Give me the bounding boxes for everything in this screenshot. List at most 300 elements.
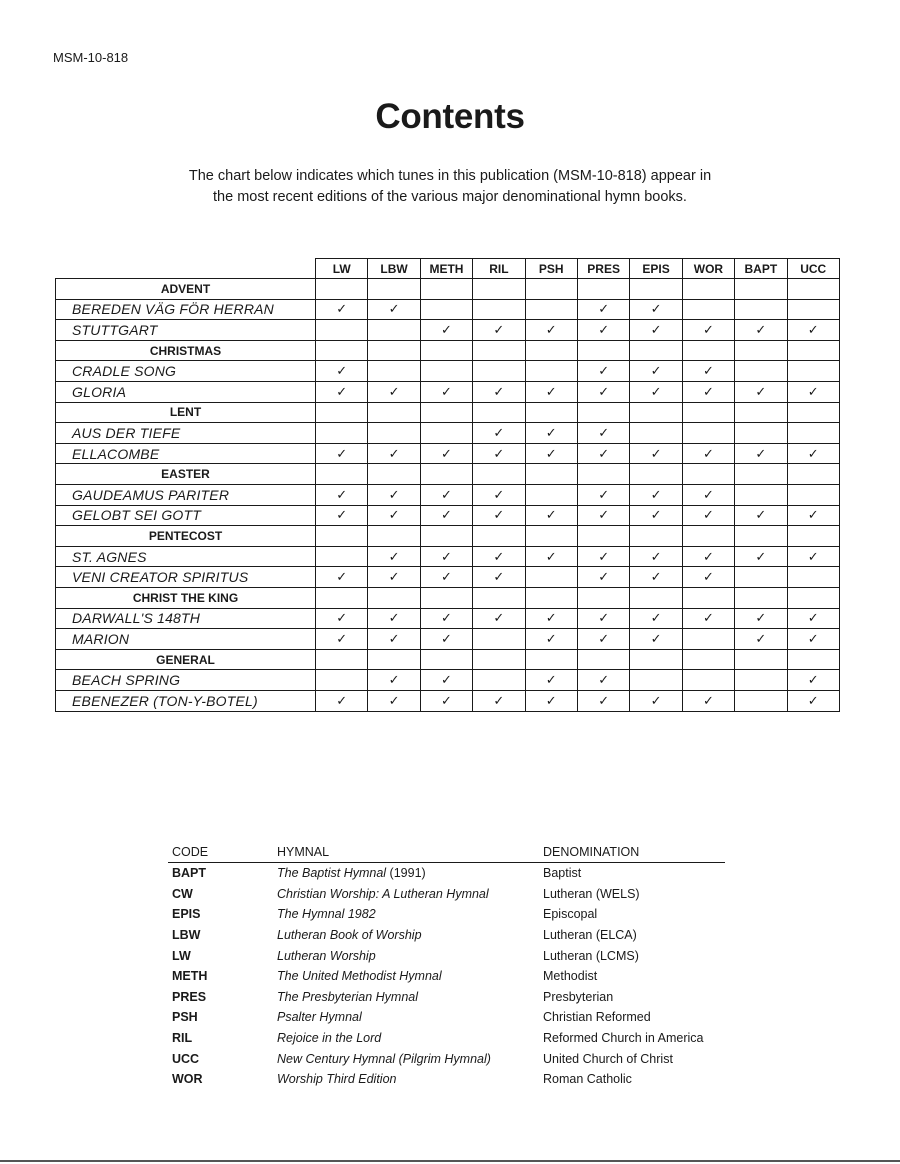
check-mark-icon: ✓	[316, 361, 368, 382]
legend-denomination: Baptist	[543, 866, 582, 881]
legend-hymnal	[273, 884, 539, 905]
check-mark-icon: ✓	[577, 485, 629, 506]
empty-cell	[473, 526, 525, 547]
check-mark-icon: ✓	[787, 320, 839, 341]
legend-code: CW	[172, 886, 193, 901]
check-mark-icon: ✓	[682, 608, 734, 629]
section-label: PENTECOST	[56, 526, 316, 547]
check-mark-icon: ✓	[630, 443, 682, 464]
check-mark-icon: ✓	[525, 546, 577, 567]
empty-cell	[368, 340, 420, 361]
empty-cell	[735, 567, 787, 588]
empty-cell	[525, 464, 577, 485]
tune-name: CRADLE SONG	[56, 361, 316, 382]
legend-hymnal	[273, 1028, 539, 1049]
empty-cell	[682, 279, 734, 300]
legend-row	[168, 1007, 725, 1028]
legend-row	[168, 1048, 725, 1069]
tune-name: BEREDEN VÄG FÖR HERRAN	[56, 299, 316, 320]
empty-cell	[525, 299, 577, 320]
empty-cell	[525, 340, 577, 361]
tune-name: GAUDEAMUS PARITER	[56, 485, 316, 506]
legend-code: PRES	[172, 989, 207, 1004]
legend-row	[168, 1069, 725, 1090]
empty-cell	[316, 279, 368, 300]
chart-column-pres: PRES	[577, 259, 629, 279]
check-mark-icon: ✓	[682, 443, 734, 464]
empty-cell	[787, 464, 839, 485]
empty-cell	[473, 649, 525, 670]
empty-cell	[316, 423, 368, 444]
section-label: LENT	[56, 402, 316, 423]
empty-cell	[735, 526, 787, 547]
empty-cell	[473, 670, 525, 691]
check-mark-icon: ✓	[577, 505, 629, 526]
check-mark-icon: ✓	[368, 299, 420, 320]
empty-cell	[577, 340, 629, 361]
legend-hymnal-year: (1991)	[386, 866, 426, 881]
empty-cell	[420, 526, 472, 547]
chart-column-psh: PSH	[525, 259, 577, 279]
empty-cell	[368, 361, 420, 382]
check-mark-icon: ✓	[368, 443, 420, 464]
section-label: CHRIST THE KING	[56, 588, 316, 609]
tune-row	[56, 299, 840, 320]
check-mark-icon: ✓	[420, 608, 472, 629]
tune-name: GELOBT SEI GOTT	[56, 505, 316, 526]
check-mark-icon: ✓	[682, 361, 734, 382]
empty-cell	[682, 526, 734, 547]
legend-hymnal-title: Rejoice in the Lord	[277, 1031, 382, 1046]
section-label: CHRISTMAS	[56, 340, 316, 361]
empty-cell	[735, 464, 787, 485]
check-mark-icon: ✓	[525, 320, 577, 341]
empty-cell	[473, 299, 525, 320]
empty-cell	[473, 402, 525, 423]
check-mark-icon: ✓	[473, 690, 525, 711]
section-row	[56, 588, 840, 609]
section-label: ADVENT	[56, 279, 316, 300]
legend-code: RIL	[172, 1031, 193, 1046]
empty-cell	[525, 649, 577, 670]
check-mark-icon: ✓	[316, 485, 368, 506]
tune-name: ELLACOMBE	[56, 443, 316, 464]
empty-cell	[420, 423, 472, 444]
check-mark-icon: ✓	[577, 382, 629, 403]
tune-row	[56, 320, 840, 341]
legend-row	[168, 1028, 725, 1049]
page-bottom-rule	[0, 1160, 900, 1162]
check-mark-icon: ✓	[368, 382, 420, 403]
legend-denomination: Presbyterian	[543, 989, 614, 1004]
document-code: MSM-10-818	[53, 50, 129, 65]
check-mark-icon: ✓	[525, 423, 577, 444]
empty-cell	[735, 485, 787, 506]
legend-hymnal	[273, 1007, 539, 1028]
empty-cell	[525, 279, 577, 300]
legend-code: WOR	[172, 1072, 203, 1087]
check-mark-icon: ✓	[420, 567, 472, 588]
check-mark-icon: ✓	[787, 608, 839, 629]
check-mark-icon: ✓	[735, 629, 787, 650]
check-mark-icon: ✓	[630, 546, 682, 567]
empty-cell	[368, 464, 420, 485]
chart-header-row	[56, 259, 840, 279]
check-mark-icon: ✓	[682, 567, 734, 588]
check-mark-icon: ✓	[577, 629, 629, 650]
empty-cell	[316, 464, 368, 485]
empty-cell	[735, 279, 787, 300]
legend-code: UCC	[172, 1051, 200, 1066]
empty-cell	[577, 649, 629, 670]
empty-cell	[473, 464, 525, 485]
empty-cell	[787, 279, 839, 300]
check-mark-icon: ✓	[735, 320, 787, 341]
empty-cell	[682, 670, 734, 691]
empty-cell	[577, 279, 629, 300]
legend-hymnal-title: Christian Worship: A Lutheran Hymnal	[277, 886, 489, 901]
empty-cell	[630, 464, 682, 485]
check-mark-icon: ✓	[368, 505, 420, 526]
check-mark-icon: ✓	[735, 443, 787, 464]
chart-column-epis: EPIS	[630, 259, 682, 279]
chart-column-ucc: UCC	[787, 259, 839, 279]
check-mark-icon: ✓	[525, 690, 577, 711]
empty-cell	[682, 423, 734, 444]
empty-cell	[525, 567, 577, 588]
chart-header-blank	[56, 259, 316, 279]
intro-line-2: the most recent editions of the various major denominational hymn books.	[213, 189, 687, 205]
check-mark-icon: ✓	[316, 505, 368, 526]
legend-denomination: Reformed Church in America	[543, 1031, 704, 1046]
check-mark-icon: ✓	[525, 629, 577, 650]
legend-hymnal	[273, 987, 539, 1008]
empty-cell	[577, 464, 629, 485]
empty-cell	[682, 464, 734, 485]
empty-cell	[682, 588, 734, 609]
empty-cell	[682, 629, 734, 650]
check-mark-icon: ✓	[473, 382, 525, 403]
empty-cell	[577, 526, 629, 547]
section-row	[56, 279, 840, 300]
check-mark-icon: ✓	[682, 505, 734, 526]
check-mark-icon: ✓	[682, 382, 734, 403]
empty-cell	[525, 361, 577, 382]
empty-cell	[577, 588, 629, 609]
tune-row	[56, 670, 840, 691]
check-mark-icon: ✓	[420, 485, 472, 506]
empty-cell	[682, 299, 734, 320]
empty-cell	[787, 340, 839, 361]
check-mark-icon: ✓	[368, 608, 420, 629]
check-mark-icon: ✓	[420, 629, 472, 650]
tune-row	[56, 567, 840, 588]
empty-cell	[420, 464, 472, 485]
empty-cell	[473, 279, 525, 300]
tune-row	[56, 423, 840, 444]
chart-column-ril: RIL	[473, 259, 525, 279]
legend-code: LBW	[172, 928, 201, 943]
empty-cell	[787, 299, 839, 320]
check-mark-icon: ✓	[630, 690, 682, 711]
check-mark-icon: ✓	[787, 629, 839, 650]
check-mark-icon: ✓	[316, 608, 368, 629]
legend-hymnal	[273, 945, 539, 966]
chart-column-meth: METH	[420, 259, 472, 279]
empty-cell	[473, 588, 525, 609]
check-mark-icon: ✓	[577, 361, 629, 382]
check-mark-icon: ✓	[420, 320, 472, 341]
check-mark-icon: ✓	[787, 505, 839, 526]
tune-name: ST. AGNES	[56, 546, 316, 567]
check-mark-icon: ✓	[473, 485, 525, 506]
tune-name: DARWALL'S 148TH	[56, 608, 316, 629]
empty-cell	[735, 588, 787, 609]
hymnal-chart	[55, 258, 840, 712]
legend-hymnal-title: Lutheran Worship	[277, 948, 376, 963]
chart-column-lw: LW	[316, 259, 368, 279]
empty-cell	[420, 402, 472, 423]
legend-row	[168, 987, 725, 1008]
legend-code: BAPT	[172, 866, 207, 881]
empty-cell	[630, 588, 682, 609]
check-mark-icon: ✓	[577, 670, 629, 691]
legend-hymnal	[273, 925, 539, 946]
legend-header-hymnal: HYMNAL	[273, 843, 539, 863]
check-mark-icon: ✓	[473, 443, 525, 464]
check-mark-icon: ✓	[630, 299, 682, 320]
legend-code: METH	[172, 969, 208, 984]
empty-cell	[473, 340, 525, 361]
check-mark-icon: ✓	[420, 690, 472, 711]
tune-name: AUS DER TIEFE	[56, 423, 316, 444]
check-mark-icon: ✓	[787, 546, 839, 567]
section-row	[56, 526, 840, 547]
empty-cell	[735, 340, 787, 361]
empty-cell	[630, 526, 682, 547]
legend-hymnal-title: Psalter Hymnal	[277, 1010, 362, 1025]
empty-cell	[316, 402, 368, 423]
empty-cell	[735, 649, 787, 670]
check-mark-icon: ✓	[787, 670, 839, 691]
check-mark-icon: ✓	[316, 567, 368, 588]
check-mark-icon: ✓	[368, 670, 420, 691]
legend-hymnal	[273, 1069, 539, 1090]
section-row	[56, 402, 840, 423]
tune-row	[56, 608, 840, 629]
section-label: GENERAL	[56, 649, 316, 670]
empty-cell	[316, 340, 368, 361]
check-mark-icon: ✓	[525, 505, 577, 526]
check-mark-icon: ✓	[473, 320, 525, 341]
check-mark-icon: ✓	[630, 382, 682, 403]
empty-cell	[473, 629, 525, 650]
empty-cell	[630, 670, 682, 691]
check-mark-icon: ✓	[368, 485, 420, 506]
empty-cell	[682, 649, 734, 670]
check-mark-icon: ✓	[735, 505, 787, 526]
check-mark-icon: ✓	[630, 505, 682, 526]
empty-cell	[735, 670, 787, 691]
check-mark-icon: ✓	[420, 443, 472, 464]
tune-row	[56, 505, 840, 526]
legend-row	[168, 945, 725, 966]
tune-name: BEACH SPRING	[56, 670, 316, 691]
check-mark-icon: ✓	[630, 320, 682, 341]
legend-row	[168, 884, 725, 905]
empty-cell	[787, 649, 839, 670]
empty-cell	[420, 649, 472, 670]
check-mark-icon: ✓	[577, 443, 629, 464]
check-mark-icon: ✓	[473, 546, 525, 567]
empty-cell	[368, 526, 420, 547]
empty-cell	[316, 546, 368, 567]
chart-column-bapt: BAPT	[735, 259, 787, 279]
legend-code: EPIS	[172, 907, 201, 922]
empty-cell	[368, 423, 420, 444]
page-title: Contents	[375, 97, 525, 136]
empty-cell	[787, 526, 839, 547]
intro-line-1: The chart below indicates which tunes in this publication (MSM-10-818) appear in	[188, 168, 712, 184]
legend-denomination: Methodist	[543, 969, 598, 984]
check-mark-icon: ✓	[525, 670, 577, 691]
empty-cell	[787, 423, 839, 444]
section-row	[56, 464, 840, 485]
empty-cell	[682, 402, 734, 423]
check-mark-icon: ✓	[577, 423, 629, 444]
check-mark-icon: ✓	[682, 690, 734, 711]
empty-cell	[316, 320, 368, 341]
tune-row	[56, 690, 840, 711]
check-mark-icon: ✓	[368, 629, 420, 650]
check-mark-icon: ✓	[473, 608, 525, 629]
check-mark-icon: ✓	[316, 690, 368, 711]
legend-hymnal	[273, 904, 539, 925]
legend-denomination: Christian Reformed	[543, 1010, 651, 1025]
empty-cell	[630, 340, 682, 361]
empty-cell	[368, 320, 420, 341]
empty-cell	[787, 567, 839, 588]
empty-cell	[316, 670, 368, 691]
check-mark-icon: ✓	[630, 485, 682, 506]
section-row	[56, 340, 840, 361]
check-mark-icon: ✓	[525, 443, 577, 464]
check-mark-icon: ✓	[630, 361, 682, 382]
legend-header-row	[168, 843, 725, 863]
chart-column-wor: WOR	[682, 259, 734, 279]
tune-row	[56, 546, 840, 567]
empty-cell	[420, 340, 472, 361]
empty-cell	[368, 279, 420, 300]
empty-cell	[735, 361, 787, 382]
empty-cell	[787, 588, 839, 609]
empty-cell	[630, 649, 682, 670]
check-mark-icon: ✓	[577, 546, 629, 567]
check-mark-icon: ✓	[682, 485, 734, 506]
empty-cell	[735, 402, 787, 423]
empty-cell	[420, 588, 472, 609]
check-mark-icon: ✓	[525, 608, 577, 629]
empty-cell	[420, 279, 472, 300]
check-mark-icon: ✓	[420, 382, 472, 403]
legend-hymnal-title: Lutheran Book of Worship	[277, 928, 422, 943]
empty-cell	[787, 361, 839, 382]
check-mark-icon: ✓	[630, 567, 682, 588]
empty-cell	[525, 588, 577, 609]
empty-cell	[525, 485, 577, 506]
empty-cell	[316, 526, 368, 547]
legend-row	[168, 966, 725, 987]
check-mark-icon: ✓	[368, 546, 420, 567]
tune-row	[56, 629, 840, 650]
check-mark-icon: ✓	[735, 546, 787, 567]
empty-cell	[420, 299, 472, 320]
check-mark-icon: ✓	[316, 299, 368, 320]
tune-name: VENI CREATOR SPIRITUS	[56, 567, 316, 588]
tune-row	[56, 485, 840, 506]
empty-cell	[420, 361, 472, 382]
tune-name: GLORIA	[56, 382, 316, 403]
tune-row	[56, 361, 840, 382]
check-mark-icon: ✓	[473, 423, 525, 444]
tune-row	[56, 443, 840, 464]
empty-cell	[787, 485, 839, 506]
legend-denomination: Lutheran (WELS)	[543, 886, 640, 901]
legend-header-denomination: DENOMINATION	[539, 843, 725, 863]
check-mark-icon: ✓	[368, 567, 420, 588]
check-mark-icon: ✓	[577, 299, 629, 320]
check-mark-icon: ✓	[577, 690, 629, 711]
legend-denomination: United Church of Christ	[543, 1051, 673, 1066]
legend-hymnal-title: New Century Hymnal (Pilgrim Hymnal)	[277, 1051, 491, 1066]
check-mark-icon: ✓	[473, 567, 525, 588]
empty-cell	[577, 402, 629, 423]
legend-hymnal-title: The United Methodist Hymnal	[277, 969, 442, 984]
check-mark-icon: ✓	[420, 505, 472, 526]
empty-cell	[787, 402, 839, 423]
legend-hymnal-title: Worship Third Edition	[277, 1072, 397, 1087]
chart-column-lbw: LBW	[368, 259, 420, 279]
empty-cell	[682, 340, 734, 361]
legend-header-code: CODE	[168, 843, 273, 863]
empty-cell	[368, 649, 420, 670]
empty-cell	[735, 690, 787, 711]
empty-cell	[630, 402, 682, 423]
hymnal-legend	[168, 843, 725, 1090]
legend-code: PSH	[172, 1010, 198, 1025]
check-mark-icon: ✓	[316, 382, 368, 403]
legend-row	[168, 904, 725, 925]
check-mark-icon: ✓	[525, 382, 577, 403]
empty-cell	[316, 649, 368, 670]
check-mark-icon: ✓	[787, 382, 839, 403]
check-mark-icon: ✓	[368, 690, 420, 711]
intro-paragraph	[100, 166, 800, 208]
legend-code: LW	[172, 948, 191, 963]
legend-hymnal	[273, 966, 539, 987]
check-mark-icon: ✓	[682, 320, 734, 341]
check-mark-icon: ✓	[316, 443, 368, 464]
check-mark-icon: ✓	[787, 690, 839, 711]
legend-hymnal-title: The Hymnal 1982	[277, 907, 376, 922]
empty-cell	[316, 588, 368, 609]
check-mark-icon: ✓	[420, 670, 472, 691]
tune-row	[56, 382, 840, 403]
check-mark-icon: ✓	[420, 546, 472, 567]
tune-name: STUTTGART	[56, 320, 316, 341]
legend-denomination: Lutheran (ELCA)	[543, 928, 637, 943]
legend-row	[168, 925, 725, 946]
